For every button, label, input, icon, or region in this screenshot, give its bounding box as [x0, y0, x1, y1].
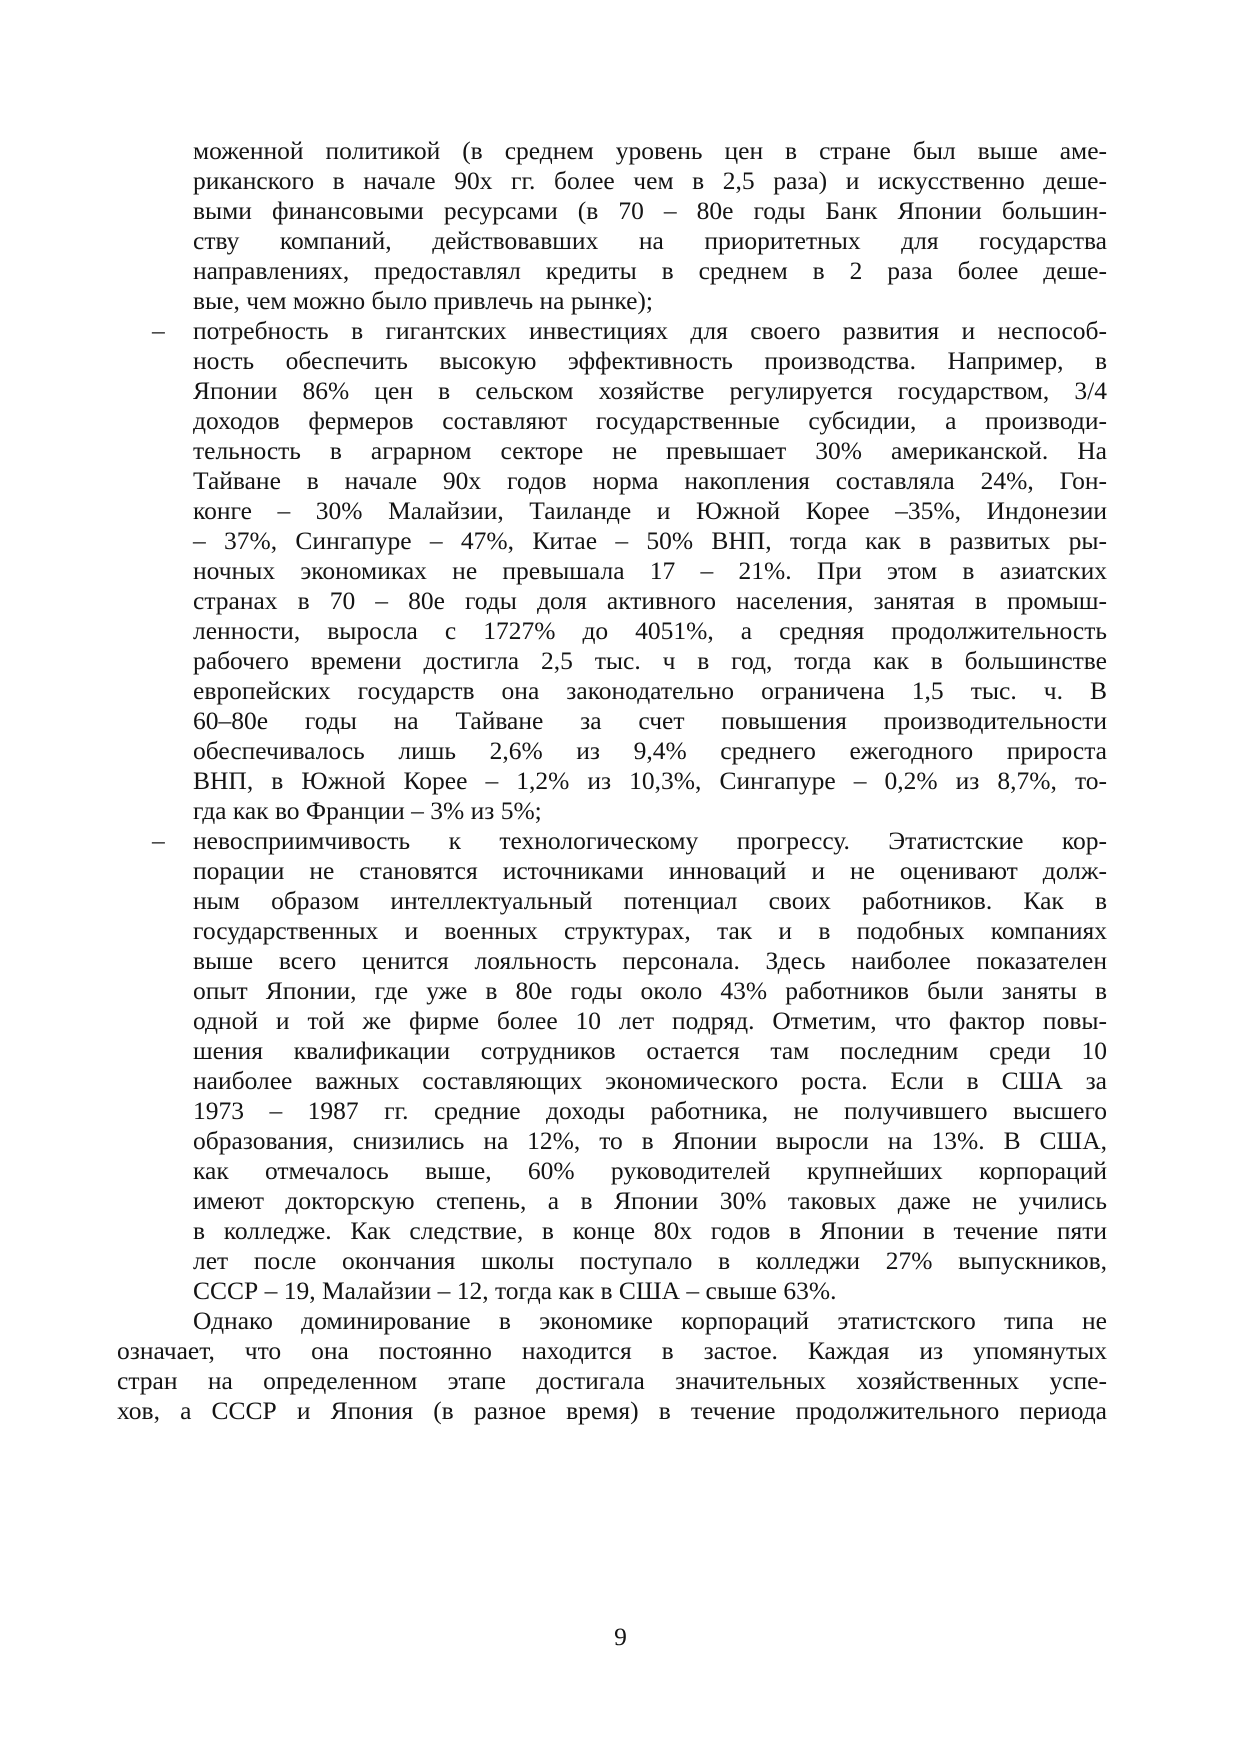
text-line: ВНП, в Южной Корее – 1,2% из 10,3%, Сингапуре – 0,2% из 8,7%, то-: [193, 766, 1107, 795]
text-line: направлениях, предоставлял кредиты в среднем в 2 раза более деше-: [193, 256, 1107, 285]
text-line: ству компаний, действовавших на приоритетных для государства: [193, 226, 1107, 255]
text-line: вые, чем можно было привлечь на рынке);: [193, 286, 653, 315]
text-line: доходов фермеров составляют государственные субсидии, а производи-: [193, 406, 1107, 435]
text-line: ность обеспечить высокую эффективность производства. Например, в: [193, 346, 1107, 375]
text-line: невосприимчивость к технологическому прогрессу. Этатистские кор-: [193, 826, 1107, 855]
text-line: риканского в начале 90х гг. более чем в 2,5 раза) и искусственно деше-: [193, 166, 1107, 195]
bullet-dash: –: [152, 316, 165, 345]
bullet-dash: –: [152, 826, 165, 855]
text-line: конге – 30% Малайзии, Таиланде и Южной Корее –35%, Индонезии: [193, 496, 1107, 525]
text-line: европейских государств она законодательно ограничена 1,5 тыс. ч. В: [193, 676, 1107, 705]
paragraph-first-line: Однако доминирование в экономике корпораций этатистского типа не: [193, 1306, 1107, 1335]
text-line: ным образом интеллектуальный потенциал своих работников. Как в: [193, 886, 1107, 915]
text-line: – 37%, Сингапуре – 47%, Китае – 50% ВНП, тогда как в развитых ры-: [193, 526, 1107, 555]
text-line: хов, а СССР и Япония (в разное время) в течение продолжительного периода: [117, 1396, 1107, 1425]
text-line: опыт Японии, где уже в 80е годы около 43% работников были заняты в: [193, 976, 1107, 1005]
text-line: образования, снизились на 12%, то в Японии выросли на 13%. В США,: [193, 1126, 1107, 1155]
text-line: 1973 – 1987 гг. средние доходы работника, не получившего высшего: [193, 1096, 1107, 1125]
text-line: означает, что она постоянно находится в застое. Каждая из упомянутых: [117, 1336, 1107, 1365]
text-line: выми финансовыми ресурсами (в 70 – 80е годы Банк Японии большин-: [193, 196, 1107, 225]
text-line: лет после окончания школы поступало в колледжи 27% выпускников,: [193, 1246, 1107, 1275]
text-line: имеют докторскую степень, а в Японии 30% таковых даже не учились: [193, 1186, 1107, 1215]
text-line: государственных и военных структурах, так и в подобных компаниях: [193, 916, 1107, 945]
text-line: моженной политикой (в среднем уровень цен в стране был выше аме-: [193, 136, 1107, 165]
text-line: СССР – 19, Малайзии – 12, тогда как в США – свыше 63%.: [193, 1276, 837, 1305]
text-line: стран на определенном этапе достигала значительных хозяйственных успе-: [117, 1366, 1107, 1395]
text-line: рабочего времени достигла 2,5 тыс. ч в год, тогда как в большинстве: [193, 646, 1107, 675]
text-line: как отмечалось выше, 60% руководителей крупнейших корпораций: [193, 1156, 1107, 1185]
text-line: гда как во Франции – 3% из 5%;: [193, 796, 542, 825]
text-line: потребность в гигантских инвестициях для своего развития и неспособ-: [193, 316, 1107, 345]
text-line: обеспечивалось лишь 2,6% из 9,4% среднего ежегодного прироста: [193, 736, 1107, 765]
text-line: 60–80е годы на Тайване за счет повышения производительности: [193, 706, 1107, 735]
text-line: порации не становятся источниками инноваций и не оценивают долж-: [193, 856, 1107, 885]
text-line: шения квалификации сотрудников остается там последним среди 10: [193, 1036, 1107, 1065]
text-line: странах в 70 – 80е годы доля активного населения, занятая в промыш-: [193, 586, 1107, 615]
text-line: выше всего ценится лояльность персонала. Здесь наиболее показателен: [193, 946, 1107, 975]
text-line: в колледже. Как следствие, в конце 80х годов в Японии в течение пяти: [193, 1216, 1107, 1245]
text-line: ленности, выросла с 1727% до 4051%, а средняя продолжительность: [193, 616, 1107, 645]
page-number: 9: [614, 1622, 627, 1651]
text-line: наиболее важных составляющих экономического роста. Если в США за: [193, 1066, 1107, 1095]
text-line: Японии 86% цен в сельском хозяйстве регулируется государством, 3/4: [193, 376, 1107, 405]
text-line: ночных экономиках не превышала 17 – 21%. При этом в азиатских: [193, 556, 1107, 585]
text-line: одной и той же фирме более 10 лет подряд. Отметим, что фактор повы-: [193, 1006, 1107, 1035]
text-line: Тайване в начале 90х годов норма накопления составляла 24%, Гон-: [193, 466, 1107, 495]
text-line: тельность в аграрном секторе не превышает 30% американской. На: [193, 436, 1107, 465]
